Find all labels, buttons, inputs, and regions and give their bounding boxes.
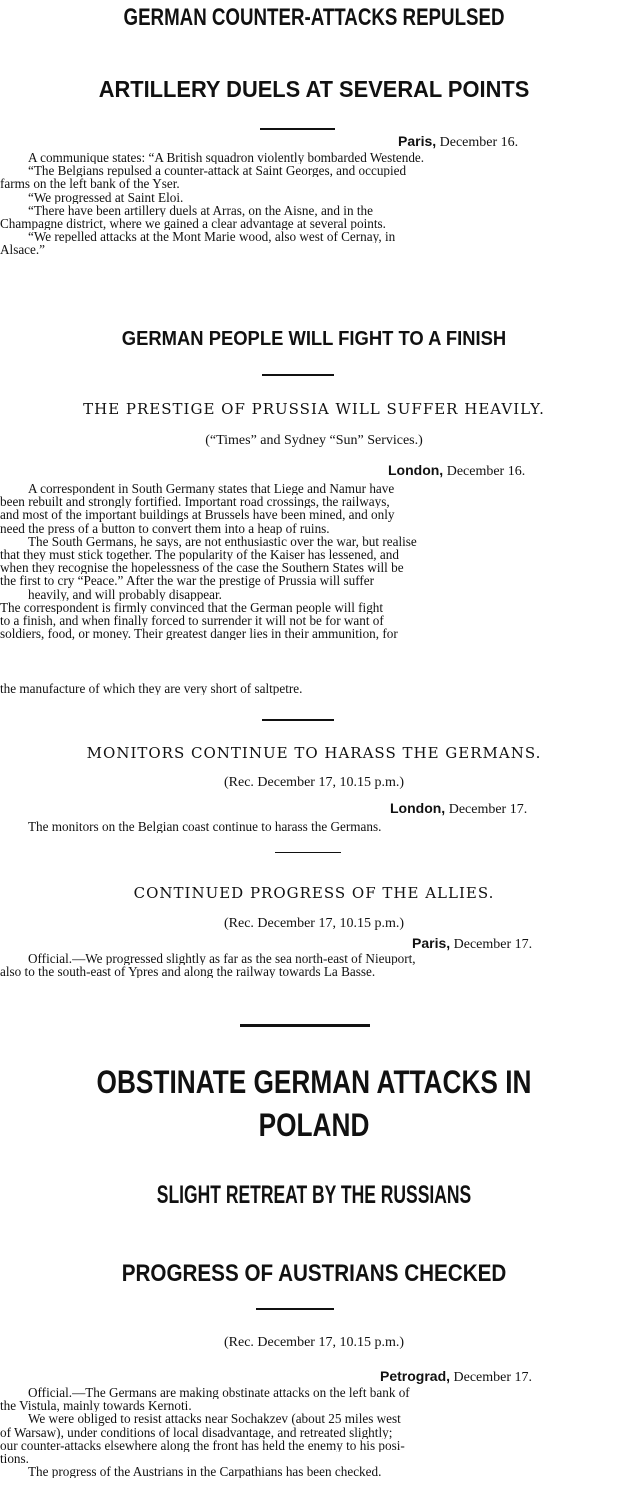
dateline: London, December 17. [390,800,528,817]
section-headline: CONTINUED PROGRESS OF THE ALLIES. [133,884,495,902]
dateline: Petrograd, December 17. [380,1368,533,1385]
cable-received-line: (Rec. December 17, 10.15 p.m.) [224,775,404,790]
section-headline: MONITORS CONTINUE TO HARASS THE GERMANS. [86,744,542,762]
dateline: Paris, December 17. [412,935,533,952]
divider-rule [260,128,335,130]
divider-rule [256,1308,334,1310]
article-body: Official.—The Germans are making obstinate attacks on the left bank of the Vistula, mainly towards Kernoti. We were obliged to resist attacks near Sochakzev (about 25 miles west of Warsaw), under conditions of local disadvantage, and retreated slightly; our counter-attacks elsewhere along the front has held the enemy to his posi- tions. The progress of the Austrians in the Carpathians has been checked. [0,1386,410,1479]
divider-rule [275,852,341,853]
cable-received-line: (Rec. December 17, 10.15 p.m.) [224,1335,404,1350]
subheadline: SLIGHT RETREAT BY THE RUSSIANS [156,1181,472,1209]
dateline: London, December 16. [388,462,526,479]
section-subheadline: THE PRESTIGE OF PRUSSIA WILL SUFFER HEAVILY. [83,400,545,418]
divider-rule [262,719,334,721]
article-body-last-line: the manufacture of which they are very short of saltpetre. [0,682,303,696]
subheadline: ARTILLERY DUELS AT SEVERAL POINTS [98,76,530,102]
main-headline-continued: POLAND [258,1107,370,1143]
dateline: Paris, December 16. [398,133,519,150]
divider-rule [240,1024,370,1027]
subheadline: PROGRESS OF AUSTRIANS CHECKED [121,1260,507,1287]
main-headline: OBSTINATE GERMAN ATTACKS IN [96,1064,532,1100]
article-body: A communique states: “A British squadron violently bombarded Westende. “The Belgians repulsed a counter-attack at Saint Georges, and occupied farms on the left bank of the Yser. “We progressed at Saint Eloi. “There have been artillery duels at Arras, on the Aisne, and in the Champagne district, where we gained a clear advantage at several points. “We repelled attacks at the Mont Marie wood, also west of Cernay, in Alsace.” [0,151,425,257]
cable-received-line: (Rec. December 17, 10.15 p.m.) [224,916,404,931]
article-body: A correspondent in South Germany states that Liege and Namur have been rebuilt and strongly fortified. Important road crossings, the railways, and most of the important buildings at Brussels have been mined, and only need the press of a button to convert them into a heap of ruins. The South Germans, he says, are not enthusiastic over the war, but realise that they must stick together. The popularity of the Kaiser has lessened, and when they recognise the hopelessness of the case the Southern States will be the first to cry “Peace.” After the war the prestige of Prussia will suffer heavily, and will probably disappear. The correspondent is firmly convinced that the German people will fight to a finish, and when finally forced to surrender it will not be for want of soldiers, food, or money. Their greatest danger lies in their ammunition, for [0,482,417,641]
headline: GERMAN COUNTER-ATTACKS REPULSED [123,4,505,31]
divider-rule [262,374,334,376]
article-body: Official.—We progressed slightly as far as the sea north-east of Nieuport, also to the south-east of Ypres and along the railway towards La Basse. [0,952,416,979]
article-body: The monitors on the Belgian coast continue to harass the Germans. [28,820,382,834]
section-headline: GERMAN PEOPLE WILL FIGHT TO A FINISH [121,328,507,350]
service-credit: (“Times” and Sydney “Sun” Services.) [205,433,423,448]
